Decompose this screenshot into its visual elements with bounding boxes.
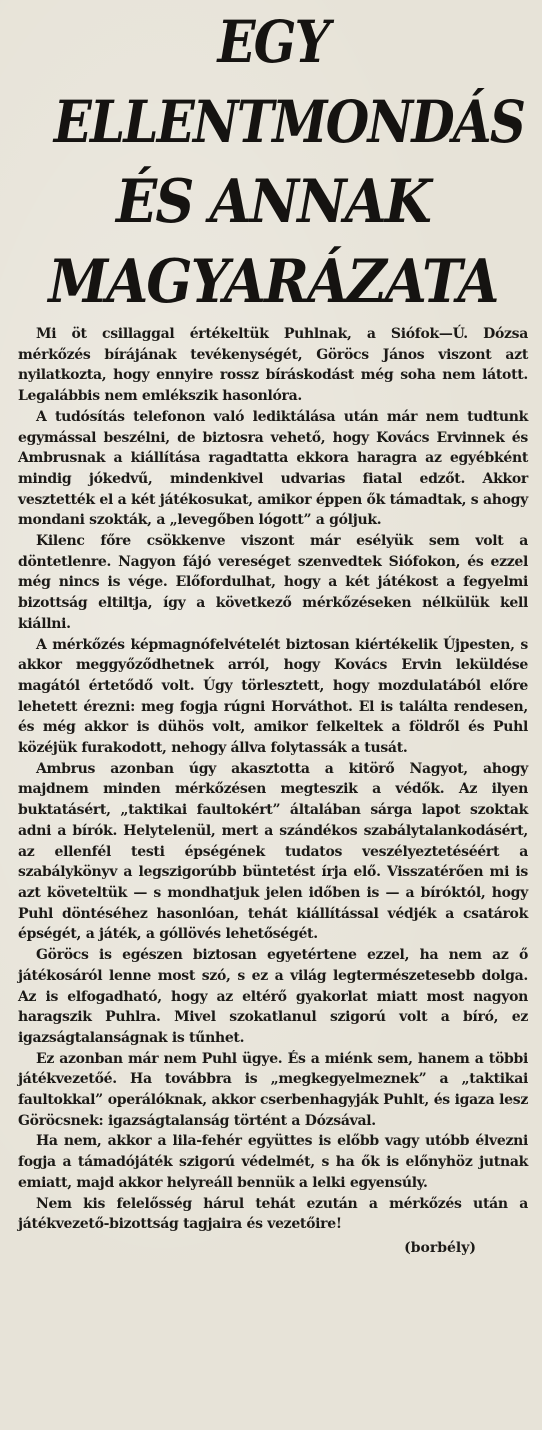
author-signature: (borbély) <box>404 1239 476 1256</box>
paragraph: Ez azonban már nem Puhl ügye. És a miénk sem, hanem a többi játékvezetőé. Ha továbbra is „megkegyelmeznek” a „taktikai faultokkal” operálóknak, akkor cserbenhagyják Puhlt, és igaza lesz Göröcsnek: igazságtalanság történt a Dózsával. <box>18 1050 528 1129</box>
paragraph: Nem kis felelősség hárul tehát ezután a mérkőzés után a játékvezető-bizottság tagjaira és vezetőire! <box>18 1195 528 1233</box>
paragraph: A tudósítás telefonon való lediktálása után már nem tudtunk egymással beszélni, de biztosra vehető, hogy Kovács Ervinnek és Ambrusnak a kiállítása ragadtatta ekkora haragra az egyébként mindig jókedvű, mindenkivel udvarias fiatal edzőt. Akkor vesztették el a két játékosukat, amikor éppen ők támadtak, s ahogy mondani szokták, a „levegőben lógott” a góljuk. <box>18 408 528 529</box>
paragraph: Mi öt csillaggal értékeltük Puhlnak, a Siófok—Ú. Dózsa mérkőzés bírájának tevékenységét, Göröcs János viszont azt nyilatkozta, hogy ennyire rossz bíráskodást még soha nem látott. Legalábbis nem emlékszik hasonlóra. <box>18 326 528 405</box>
paragraph: Ambrus azonban úgy akasztotta a kitörő Nagyot, ahogy majdnem minden mérkőzésen megteszik a védők. Az ilyen buktatásért, „taktikai faultokért” általában sárga lapot szoktak adni a bírók. Helytelenül, mert a szándékos szabálytalankodásért, az ellenfél testi épségének tudatos veszélyeztetéséért a szabálykönyv a legszigorúbb büntetést írja elő. Visszatérően mi is azt követeltük — s mondhatjuk jelen időben is — a bíróktól, hogy Puhl döntéséhez hasonlóan, tehát kiállítással védjék a csatárok épségét, a játék, a góllövés lehetőségét. <box>18 760 528 943</box>
headline <box>18 0 528 322</box>
headline-line-3: MAGYARÁZATA <box>48 247 498 317</box>
headline-line-2: ÉS ANNAK <box>115 167 431 237</box>
paragraph: Ha nem, akkor a lila-fehér együttes is előbb vagy utóbb élvezni fogja a támadójáték szigorú védelmét, s ha ők is előnyhöz jutnak emiatt, majd akkor helyreáll bennük a lelki egyensúly. <box>18 1133 528 1191</box>
article-body <box>18 324 528 1235</box>
headline-line-1: EGY ELLENTMONDÁS <box>53 8 525 156</box>
paragraph: Göröcs is egészen biztosan egyetértene ezzel, ha nem az ő játékosáról lenne most szó, s ez a világ legtermészetesebb dolga. Az is elfogadható, hogy az eltérő gyakorlat miatt most nagyon haragszik Puhlra. Mivel szokatlanul szigorú volt a bíró, ez igazságtalanságnak is tűnhet. <box>18 947 528 1046</box>
paragraph: Kilenc főre csökkenve viszont már esélyük sem volt a döntetlenre. Nagyon fájó vereséget szenvedtek Siófokon, és ezzel még nincs is vége. Előfordulhat, hogy a két játékost a fegyelmi bizottság eltiltja, így a következő mérkőzéseken nélkülük kell kiállni. <box>18 533 528 632</box>
paragraph: A mérkőzés képmagnófelvételét biztosan kiértékelik Újpesten, s akkor meggyőződhetnek arról, hogy Kovács Ervin leküldése magától értetődő volt. Úgy törlesztett, hogy mozdulatából előre lehetett érezni: meg fogja rúgni Horváthot. El is találta rendesen, és még akkor is dühös volt, amikor felkeltek a földről és Puhl közéjük furakodott, nehogy állva folytassák a tusát. <box>18 636 528 757</box>
